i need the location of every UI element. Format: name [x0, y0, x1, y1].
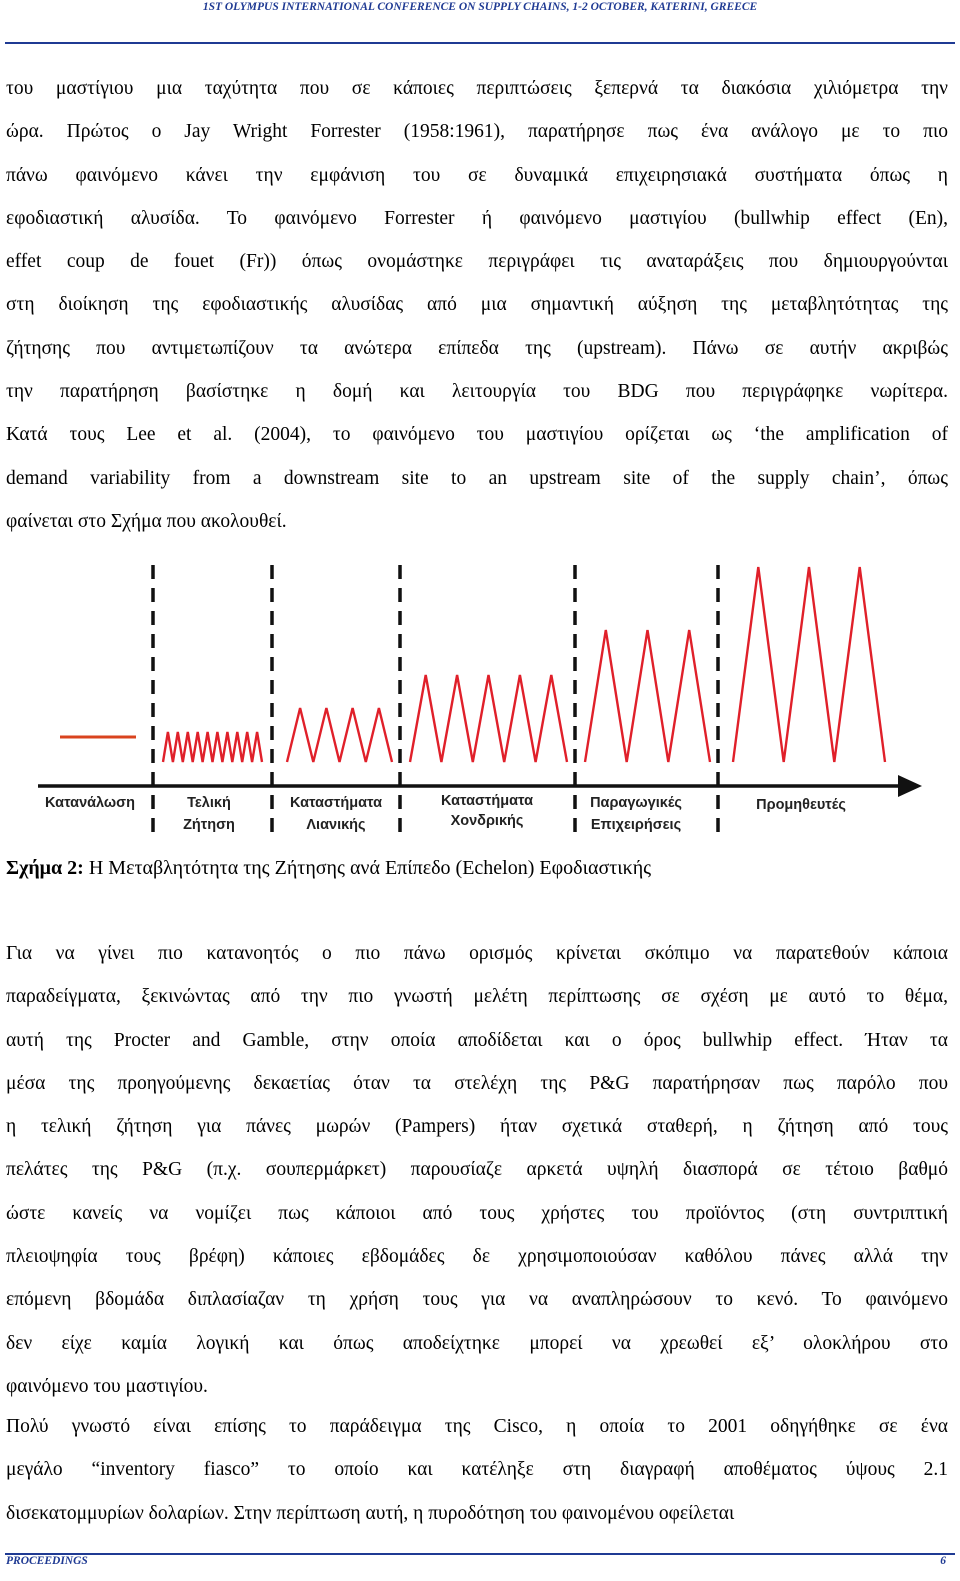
footer-proceedings: PROCEEDINGS [6, 1555, 88, 1567]
text-line: επόμενη βδομάδα διπλασίαζαν τη χρήση τους για να αναπληρώσουν το κενό. Το φαινόμενο [6, 1289, 948, 1311]
stage-label: Επιχειρήσεις [590, 817, 682, 833]
text-line: δισεκατομμυρίων δολαρίων. Στην περίπτωση αυτή, η πυροδότηση του φαινομένου οφείλεται [6, 1502, 735, 1524]
text-line: Κατά τους Lee et al. (2004), το φαινόμενο του μαστιγίου ορίζεται ως ‘the amplification of [6, 424, 948, 446]
caption-text: Η Μεταβλητότητα της Ζήτησης ανά Επίπεδο (Echelon) Εφοδιαστικής [83, 857, 652, 879]
text-line: φαινόμενο του μαστιγίου. [6, 1375, 208, 1397]
text-line: demand variability from a downstream site to an upstream site of the supply chain’, όπως [6, 467, 948, 489]
text-line: ώστε κανείς να νομίζει πως κάποιοι από τους χρήστες του προϊόντος (στη συντριπτική [6, 1202, 948, 1224]
stage-label: Τελική [187, 795, 231, 811]
text-line: αυτή της Procter and Gamble, στην οποία αποδίδεται και ο όρος bullwhip effect. Ήταν τα [6, 1029, 948, 1051]
text-line: μέσα της προηγούμενης δεκαετίας όταν τα στελέχη της P&G παρατήρησαν πως παρόλο που [6, 1072, 948, 1094]
text-line: η τελική ζήτηση για πάνες μωρών (Pampers) ήταν σχετικά σταθερή, η ζήτηση από τους [6, 1116, 948, 1138]
stage-label: Ζήτηση [183, 817, 235, 833]
demand-variability-wave [585, 630, 710, 762]
stage-label: Καταστήματα [440, 793, 534, 809]
stage-label: Προμηθευτές [756, 797, 846, 813]
text-line: effet coup de fouet (Fr)) όπως ονομάστηκε περιγράφει τις αναταράξεις που δημιουργούνται [6, 251, 948, 273]
caption-label: Σχήμα 2: [6, 857, 84, 879]
text-line: παραδείγματα, ξεκινώντας από την πιο γνωστή μελέτη περίπτωσης σε σχέση με αυτό το θέμα, [6, 986, 948, 1008]
text-line: φαίνεται στο Σχήμα που ακολουθεί. [6, 510, 287, 532]
bullwhip-diagram [0, 555, 960, 845]
text-line: ώρα. Πρώτος ο Jay Wright Forrester (1958:1961), παρατήρησε πως ένα ανάλογο με το πιο [6, 121, 948, 143]
stage-label: Παραγωγικές [590, 795, 682, 811]
axis-arrowhead [898, 775, 922, 797]
text-line: εφοδιαστική αλυσίδα. Το φαινόμενο Forrester ή φαινόμενο μαστιγίου (bullwhip effect (En), [6, 207, 948, 229]
figure-caption [6, 848, 651, 888]
paragraph-2 [6, 932, 948, 1408]
text-line: ζήτησης που αντιμετωπίζουν τα ανώτερα επίπεδα της (upstream). Πάνω σε αυτήν ακριβώς [6, 337, 948, 359]
paragraph-3 [6, 1405, 948, 1535]
text-line: στη διοίκηση της εφοδιαστικής αλυσίδας από μια σημαντική αύξηση της μεταβλητότητας της [6, 294, 948, 316]
text-line: μεγάλο “inventory fiasco” το οποίο και κατέληξε στη διαγραφή αποθέματος ύψους 2.1 [6, 1459, 948, 1481]
text-line: την παρατήρηση βασίστηκε η δομή και λειτουργία του BDG που περιγράφηκε νωρίτερα. [6, 381, 948, 403]
stage-label: Καταστήματα [289, 795, 383, 811]
text-line: Για να γίνει πιο κατανοητός ο πιο πάνω ορισμός κρίνεται σκόπιμο να παρατεθούν κάποια [6, 943, 948, 964]
paragraph-1 [6, 67, 948, 543]
bullwhip-figure [0, 555, 960, 845]
text-line: πλειοψηφία τους βρέφη) κάποιες εβδομάδες δε χρησιμοποιούσαν καθόλου πάνες αλλά την [6, 1246, 948, 1268]
text-line: πελάτες της P&G (π.χ. σουπερμάρκετ) παρουσίαζε αρκετά υψηλή διασπορά σε τέτοιο βαθμό [6, 1159, 948, 1181]
demand-variability-wave [733, 567, 885, 762]
stage-label: Χονδρικής [450, 813, 524, 829]
stage-label: Κατανάλωση [45, 795, 135, 811]
footer-rule [5, 1553, 955, 1555]
text-line: του μαστίγιου μια ταχύτητα που σε κάποιες περιπτώσεις ξεπερνά τα διακόσια χιλιόμετρα την [6, 78, 948, 99]
text-line: Πολύ γνωστό είναι επίσης το παράδειγμα της Cisco, η οποία το 2001 οδηγήθηκε σε ένα [6, 1416, 948, 1437]
page-number: 6 [940, 1555, 946, 1567]
running-header: 1ST OLYMPUS INTERNATIONAL CONFERENCE ON SUPPLY CHAINS, 1-2 OCTOBER, KATERINI, GREECE [202, 1, 758, 13]
text-line: πάνω φαινόμενο κάνει την εμφάνιση του σε δυναμικά επιχειρησιακά συστήματα όπως η [6, 164, 948, 186]
demand-variability-wave [410, 675, 567, 762]
demand-variability-wave [163, 732, 262, 762]
demand-variability-wave [287, 708, 392, 762]
text-line: δεν είχε καμία λογική και όπως αποδείχτηκε μπορεί να χρεωθεί εξ’ ολοκλήρου στο [6, 1332, 948, 1354]
stage-label: Λιανικής [306, 817, 366, 833]
header-rule [5, 42, 955, 44]
